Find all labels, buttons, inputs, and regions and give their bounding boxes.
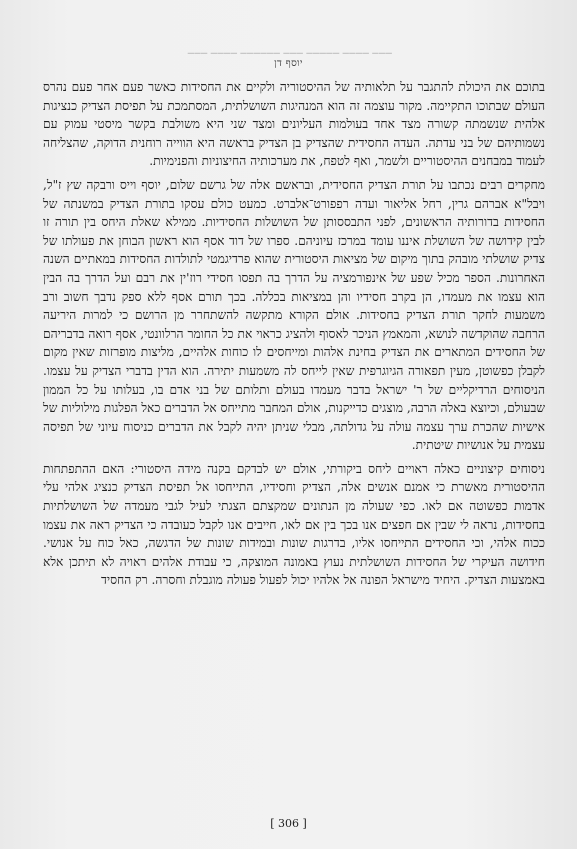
paragraph: מחקרים רבים נכתבו על תורת הצדיק החסידית, ובראשם אלה של גרשם שלום, יוסף וייס ורבקה שץ ז"ל, ויבל"א אברהם גרין, רחל אליאור ועדה רפפורט־אלברט. כמעט כולם עסקו בתורת הצדיק במשנתה של החסידות בדורותיה הראשונים, לפני התבססותן של השושלות החסידיות. ממילא שאלת היחס בין תורה זו לבין קידושה של השושלת איננו עומד במרכז עיוניהם. ספרו של דוד אסף הוא ראשון הבוחן את פעולתו של צדיק שושלתי מובהק בתוך מיקום של מציאות היסטורית שהוא פרדיגמטי לתולדות החסידות במאתיים השנה האחרונות. הספר מכיל שפע של אינפורמציה על הדרך בה תפסו חסידי רוז'ין את רבם ועל הדרך בה הבין הוא עצמו את מעמדו, הן בקרב חסידיו והן במציאות בכללה. בכך תורם אסף ללא ספק נדבך חשוב ורב משמעות לחקר תורת הצדיק בחסידות. אולם הקורא מתקשה להשתחרר מן הרושם כי למרות היריעה הרחבה שהוקדשה לנושא, והמאמץ הניכר לאסוף ולהציג כראוי את כל החומר הרלוונטי, אסף רואה בדבריהם של החסידים המתארים את הצדיק בחינת אלהות ומייחסים לו כוחות אלהיים, מליצות מופרזות שאין מקום לקבלן כפשוטן, מעין תפאורה הגיוגרפית שאין לייחס לה משמעות יתירה. הוא הדין בדברי הצדיק על עצמו. הניסוחים הרדיקליים של ר' ישראל בדבר מעמדו בעולם ותלותם של בני אדם בו, בעלותו על כל הממון שבעולם, וכיוצא באלה הרבה, מוצגים כדייקנות, אולם המחבר מתייחס אל הדברים כאל הפלגות מילוליות של אישיות שהכרת ערך עצמה עולה על גדולתה, מבלי שניתן יהיה לקבל את הדברים כניסוח עיוני של תפיסה עצמית על אנושיות שיטתית. [43,177,545,453]
paragraph: ניסוחים קיצוניים כאלה ראויים ליחס ביקורתי, אולם יש לבדקם בקנה מידה היסטורי: האם ההתפתחות ההיסטורית מאשרת כי אמנם אנשים אלה, הצדיק וחסידיו, התייחסו אל תפיסת הצדיק כנציג אלהי עלי אדמות כפשוטה אם לאו. כפי שעולה מן הנתונים שמקצתם הצגתי לעיל לגבי מעמדה של השושלתיות בחסידות, נראה לי שבין אם חפצים אנו בכך בין אם לאו, חייבים אנו לקבל כעובדה כי הצדיק ראה את עצמו ככוח אלהי, וכי החסידים התייחסו אליו, בדרגות שונות ובמידות שונות של הדגשה, כאל כוח על אנושי. חידושה העיקרי של החסידות השושלתית נעוץ באמונה המוצקה, כי עבודת אלהים ראויה לא תיתכן אלא באמצעות הצדיק. היחיד מישראל הפונה אל אלהיו יכול לפעול פעולה מוגבלת וחסרה. רק החסיד [43,461,545,588]
page-number: [ 306 ] [270,817,307,830]
bleed-through-text: ▁▁▁ ▁▁▁▁ ▁▁▁▁▁ ▁▁▁ ▁▁▁▁▁▁ ▁▁▁▁ ▁▁▁ [187,45,393,54]
paragraph: בתוכם את היכולת להתגבר על תלאותיה של ההיסטוריה ולקיים את החסידות כאשר פעם אחר פעם נהרס העולם שבתוכו התקיימה. מקור עוצמה זה הוא המנהיגות השושלתית, המסתמכת על תפיסת הצדיק כנציגות אלהית שנשמתה קשורה מצד אחד בעולמות העליונים ומצד שני היא משולבת בקשר מיסטי עמוק עם נשמותיהם של בני עדתה. העדה החסידית שהצדיק בן הצדיק בראשה היא הווייה רוחנית הדוקה, שהצליחה לעמוד במבחנים ההיסטוריים ולשמר, ואף לטפח, את מערכותיה החיצוניות והפנימיות. [43,80,545,169]
body-text [43,78,545,590]
running-head: יוסף דן [274,58,303,69]
